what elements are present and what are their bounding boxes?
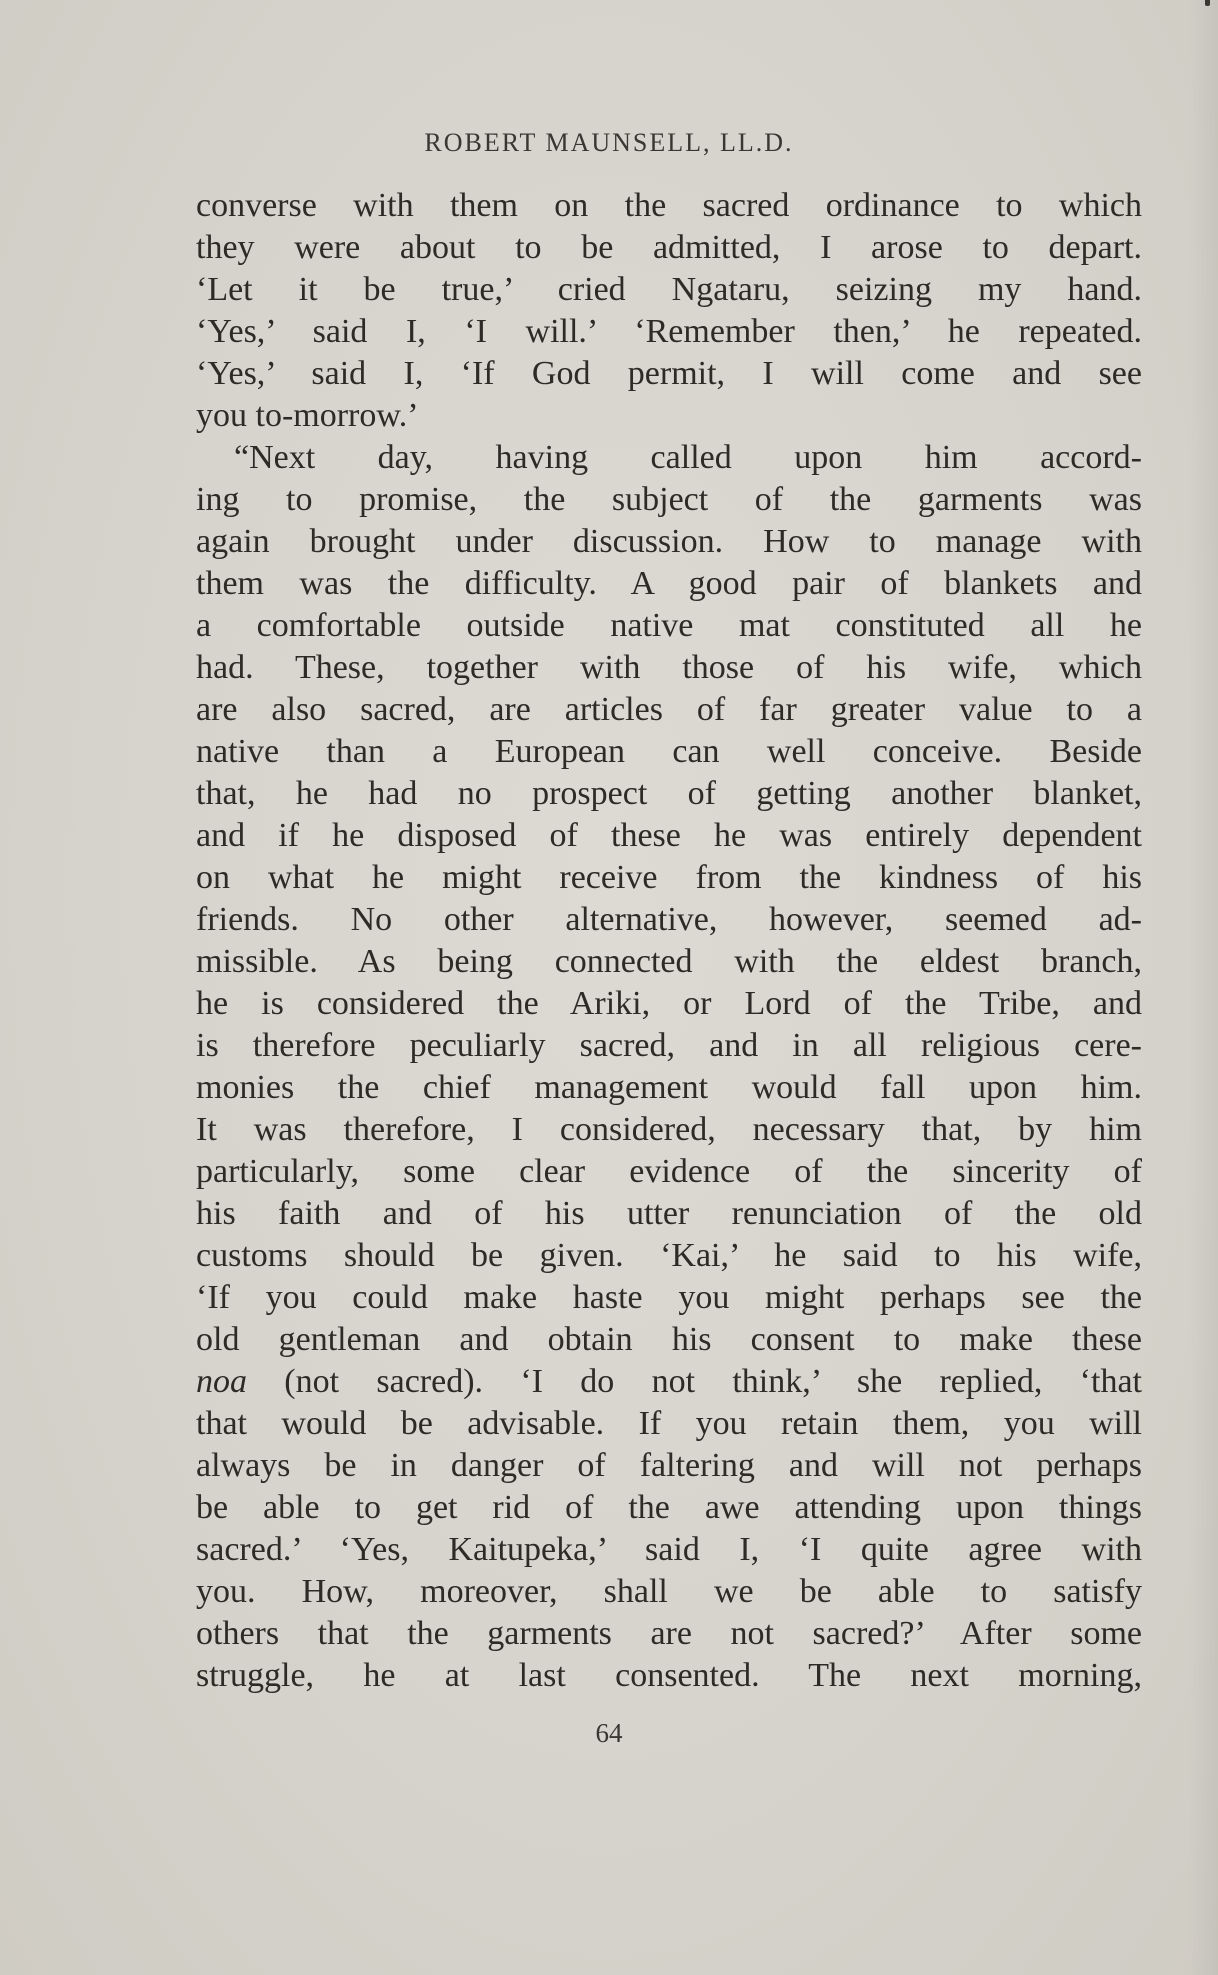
text-line: you to-morrow.’ [196, 397, 419, 434]
text-line: friends. No other alternative, however, seemed ad- [196, 901, 1142, 938]
text-line: they were about to be admitted, I arose to depart. [196, 229, 1142, 266]
text-line: ‘Yes,’ said I, ‘I will.’ ‘Remember then,’ he repeated. [196, 313, 1142, 350]
text-line: “Next day, having called upon him accord- [234, 439, 1142, 476]
text-line: ‘If you could make haste you might perhaps see the [196, 1279, 1142, 1316]
text-line: struggle, he at last consented. The next morning, [196, 1657, 1142, 1694]
text-line: old gentleman and obtain his consent to make these [196, 1321, 1142, 1358]
text-line: converse with them on the sacred ordinance to which [196, 187, 1142, 224]
text-line: customs should be given. ‘Kai,’ he said to his wife, [196, 1237, 1142, 1274]
text-line: his faith and of his utter renunciation of the old [196, 1195, 1142, 1232]
running-head: ROBERT MAUNSELL, LL.D. [424, 128, 794, 157]
page-number: 64 [595, 1718, 623, 1748]
text-line: are also sacred, are articles of far greater value to a [196, 691, 1142, 728]
text-line: particularly, some clear evidence of the sincerity of [196, 1153, 1142, 1190]
text-line: others that the garments are not sacred?’ After some [196, 1615, 1142, 1652]
text-line: always be in danger of faltering and will not perhaps [196, 1447, 1142, 1484]
text-line: a comfortable outside native mat constituted all he [196, 607, 1142, 644]
text-line: is therefore peculiarly sacred, and in all religious cere- [196, 1027, 1142, 1064]
page-edge-shadow [1188, 0, 1218, 1975]
text-line: had. These, together with those of his wife, which [196, 649, 1142, 686]
text-line-rest: (not sacred). ‘I do not think,’ she replied, ‘that [247, 1363, 1142, 1400]
body-text [196, 185, 1142, 1697]
text-line: ‘Yes,’ said I, ‘If God permit, I will come and see [196, 355, 1142, 392]
text-line: It was therefore, I considered, necessary that, by him [196, 1111, 1142, 1148]
text-line: native than a European can well conceive. Beside [196, 733, 1142, 770]
text-line: them was the difficulty. A good pair of blankets and [196, 565, 1142, 602]
text-line: and if he disposed of these he was entirely dependent [196, 817, 1142, 854]
text-line: you. How, moreover, shall we be able to satisfy [196, 1573, 1142, 1610]
text-line: ‘Let it be true,’ cried Ngataru, seizing my hand. [196, 271, 1142, 308]
text-line: that would be advisable. If you retain them, you will [196, 1405, 1142, 1442]
text-line: that, he had no prospect of getting another blanket, [196, 775, 1142, 812]
corner-ink-mark [1205, 0, 1210, 6]
text-line: monies the chief management would fall upon him. [196, 1069, 1142, 1106]
text-line: missible. As being connected with the eldest branch, [196, 943, 1142, 980]
italic-term: noa [196, 1363, 247, 1400]
text-line: ing to promise, the subject of the garments was [196, 481, 1142, 518]
text-line: on what he might receive from the kindness of his [196, 859, 1142, 896]
text-line: he is considered the Ariki, or Lord of the Tribe, and [196, 985, 1142, 1022]
text-line: be able to get rid of the awe attending upon things [196, 1489, 1142, 1526]
text-line [196, 1361, 1142, 1403]
text-line: again brought under discussion. How to manage with [196, 523, 1142, 560]
text-line: sacred.’ ‘Yes, Kaitupeka,’ said I, ‘I quite agree with [196, 1531, 1142, 1568]
